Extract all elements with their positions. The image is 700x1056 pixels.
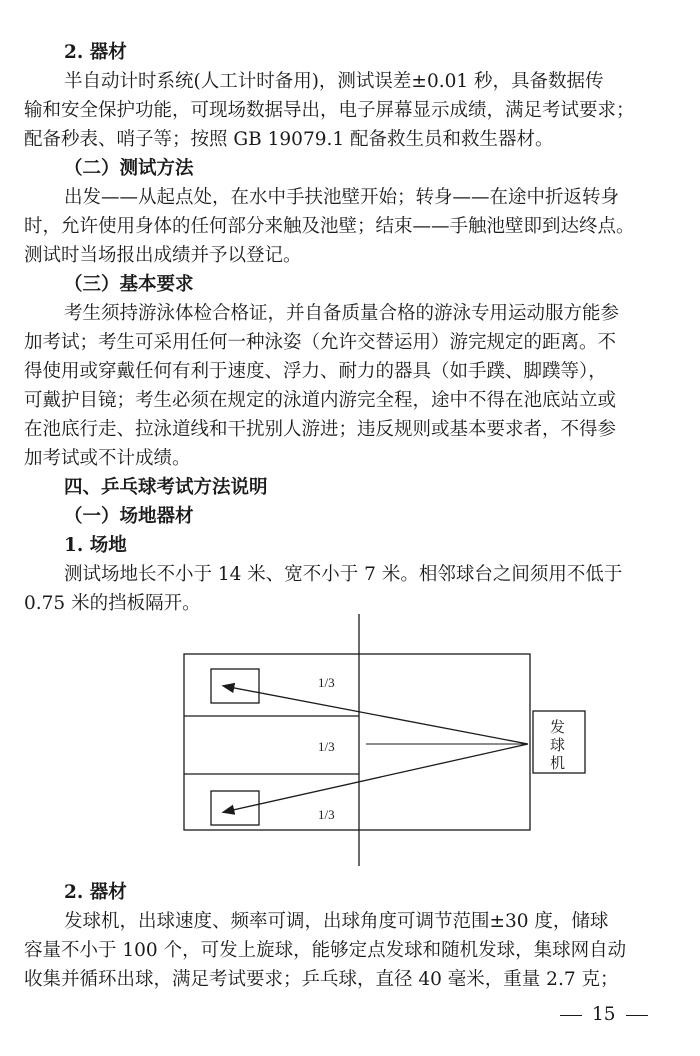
machine-label-char: 球 <box>550 736 566 754</box>
page-number: 15 <box>592 1004 616 1025</box>
table-layout-diagram <box>180 610 600 870</box>
paragraph-line: 考生须持游泳体检合格证，并自备质量合格的游泳专用运动服方能参 <box>64 303 620 324</box>
equipment-heading: 2. 器材 <box>64 42 127 63</box>
paragraph-line: 输和安全保护功能，可现场数据导出，电子屏幕显示成绩，满足考试要求； <box>24 100 635 121</box>
arrow-top <box>224 686 528 744</box>
zone-label-top: 1/3 <box>318 675 335 690</box>
paragraph-line: 发球机，出球速度、频率可调，出球角度可调节范围±30 度，储球 <box>64 911 609 932</box>
paragraph-line: 收集并循环出球，满足考试要求；乒乓球，直径 40 毫米，重量 2.7 克； <box>24 969 619 990</box>
arrow-bottom <box>224 744 528 812</box>
machine-label-char: 机 <box>550 754 566 772</box>
pingpong-heading: 四、乒乓球考试方法说明 <box>64 477 268 498</box>
paragraph-line: 可戴护目镜；考生必须在规定的泳道内游完全程，途中不得在池底站立或 <box>24 390 617 411</box>
paragraph-line: 0.75 米的挡板隔开。 <box>24 593 201 614</box>
paragraph-line: 配备秒表、哨子等；按照 GB 19079.1 配备救生员和救生器材。 <box>24 129 554 150</box>
dash-right <box>626 1015 648 1016</box>
venue-heading: 1. 场地 <box>64 535 127 556</box>
paragraph-line: 得使用或穿戴任何有利于速度、浮力、耐力的器具（如手蹼、脚蹼等）， <box>24 361 607 382</box>
paragraph-line: 加考试或不计成绩。 <box>24 448 191 469</box>
zone-label-bottom: 1/3 <box>318 807 335 822</box>
page-number-footer <box>560 1002 680 1028</box>
method-heading: （二）测试方法 <box>64 158 194 179</box>
paragraph-line: 测试时当场报出成绩并予以登记。 <box>24 245 302 266</box>
paragraph-line: 测试场地长不小于 14 米、宽不小于 7 米。相邻球台之间须用不低于 <box>64 564 623 585</box>
paragraph-line: 在池底行走、拉泳道线和干扰别人游进；违反规则或基本要求者，不得参 <box>24 419 617 440</box>
target-box-bottom <box>211 791 259 825</box>
paragraph-line: 加考试；考生可采用任何一种泳姿（允许交替运用）游完规定的距离。不 <box>24 332 617 353</box>
requirements-heading: （三）基本要求 <box>64 274 194 295</box>
machine-label-char: 发 <box>550 718 566 736</box>
venue-equipment-heading: （一）场地器材 <box>64 506 194 527</box>
table-outline <box>184 654 530 830</box>
paragraph-line: 半自动计时系统(人工计时备用)，测试误差±0.01 秒，具备数据传 <box>64 71 604 92</box>
zone-label-middle: 1/3 <box>318 739 335 754</box>
paragraph-line: 出发——从起点处，在水中手扶池壁开始；转身——在途中折返转身 <box>64 187 620 208</box>
equipment2-heading: 2. 器材 <box>64 882 127 903</box>
paragraph-line: 容量不小于 100 个，可发上旋球，能够定点发球和随机发球，集球网自动 <box>24 940 627 961</box>
target-box-top <box>211 669 259 703</box>
paragraph-line: 时，允许使用身体的任何部分来触及池壁；结束——手触池壁即到达终点。 <box>24 216 635 237</box>
dash-left <box>560 1015 582 1016</box>
